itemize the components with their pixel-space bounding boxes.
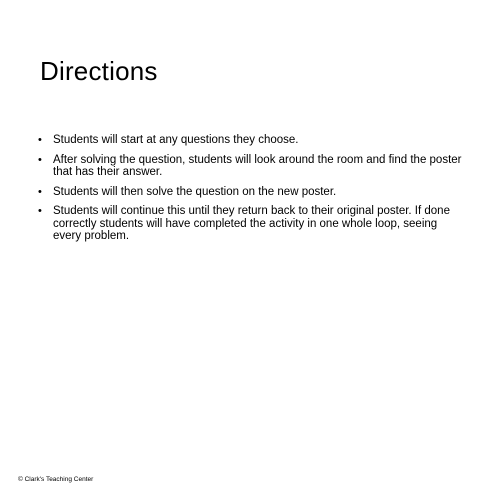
- list-item: [38, 154, 468, 179]
- bullet-icon: •: [38, 205, 42, 217]
- bullet-list: [38, 134, 468, 250]
- bullet-icon: •: [38, 185, 42, 198]
- list-item-text: After solving the question, students will look around the room and find the poster that has their answer.: [53, 153, 462, 178]
- list-item: [38, 186, 468, 199]
- list-item: [38, 134, 468, 147]
- slide-title: Directions: [40, 56, 158, 86]
- list-item-text: Students will start at any questions they choose.: [53, 134, 299, 146]
- bullet-icon: •: [38, 134, 42, 146]
- list-item: [38, 205, 468, 243]
- copyright-footer: © Clark's Teaching Center: [18, 476, 94, 483]
- bullet-icon: •: [38, 153, 42, 166]
- list-item-text: Students will then solve the question on the new poster.: [53, 185, 337, 198]
- list-item-text: Students will continue this until they return back to their original poster. If done correctly students will have completed the activity in one whole loop, seeing every problem.: [53, 205, 450, 242]
